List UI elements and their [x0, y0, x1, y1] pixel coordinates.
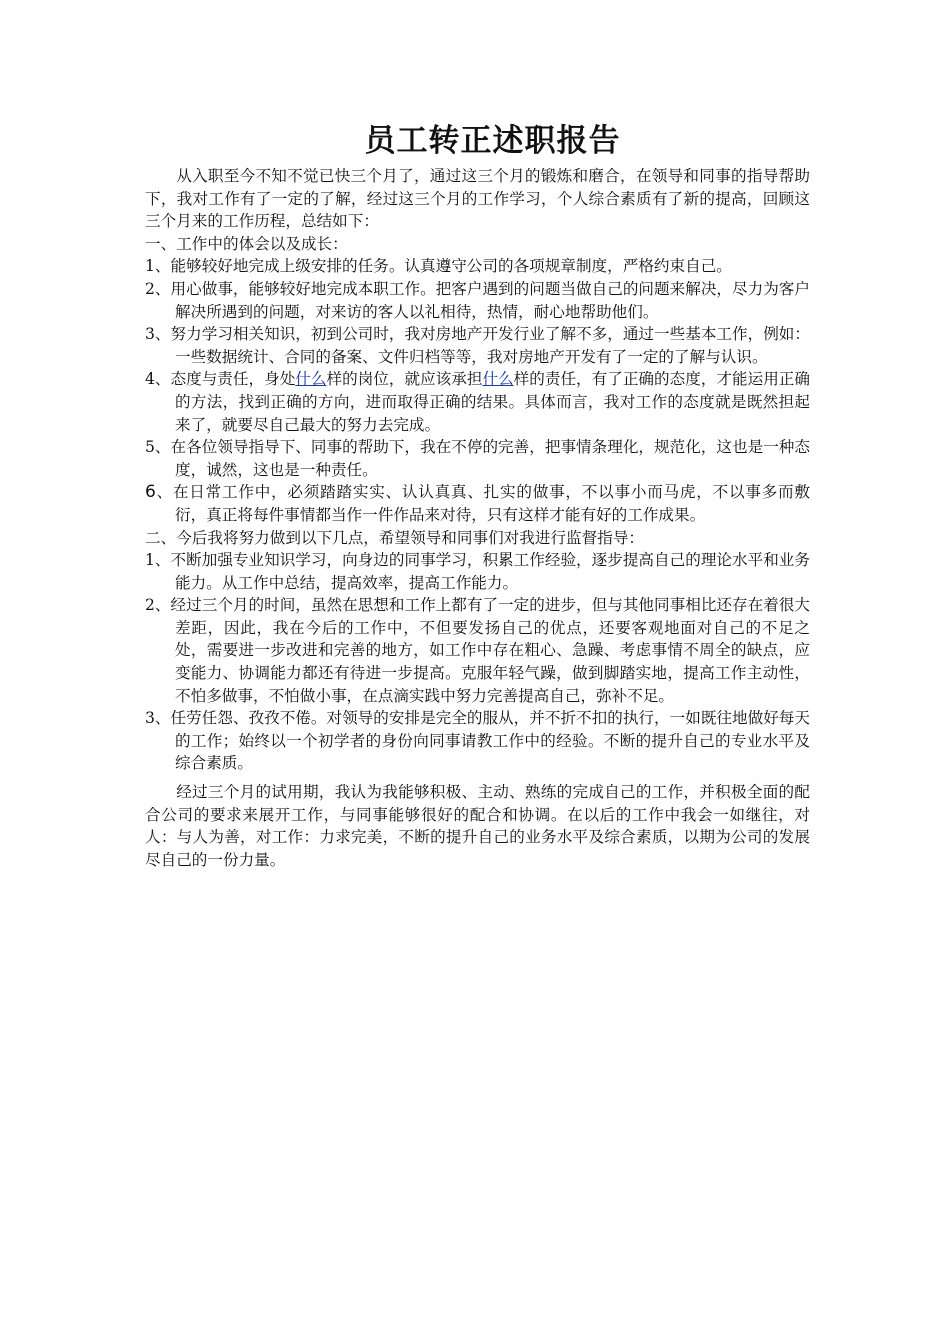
document-body	[145, 118, 810, 871]
section-1-item-2: 2、用心做事，能够较好地完成本职工作。把客户遇到的问题当做自己的问题来解决，尽力为客户解决所遇到的问题，对来访的客人以礼相待，热情，耐心地帮助他们。	[145, 279, 810, 321]
item-4-text-part-1: 4、态度与责任，身处	[145, 370, 296, 389]
hyperlink-shenme-1[interactable]: 什么	[295, 370, 327, 389]
item-6-text: 、在日常工作中，必须踏踏实实、认认真真、扎实的做事，不以事小而马虎，不以事多而敷衍，真正将每件事情都当作一件作品来对待，只有这样才能有好的工作成果。	[155, 483, 810, 524]
section-1-heading: 一、工作中的体会以及成长：	[145, 234, 348, 253]
section-1-item-3: 3、努力学习相关知识，初到公司时，我对房地产开发行业了解不多，通过一些基本工作，例如：一些数据统计、合同的备案、文件归档等等，我对房地产开发有了一定的了解与认识。	[145, 325, 810, 366]
section-2-item-1: 1、不断加强专业知识学习，向身边的同事学习，积累工作经验，逐步提高自己的理论水平和业务能力。从工作中总结，提高效率，提高工作能力。	[145, 551, 810, 592]
document-title: 员工转正述职报告	[364, 123, 621, 159]
section-1-item-5: 5、在各位领导指导下、同事的帮助下，我在不停的完善，把事情条理化，规范化，这也是一种态度，诚然，这也是一种责任。	[145, 438, 810, 479]
intro-paragraph: 从入职至今不知不觉已快三个月了，通过这三个月的锻炼和磨合，在领导和同事的指导帮助下，我对工作有了一定的了解，经过这三个月的工作学习，个人综合素质有了新的提高，回顾这三个月来的工作历程，总结如下：	[145, 167, 810, 231]
section-2-item-3: 3、任劳任怨、孜孜不倦。对领导的安排是完全的服从，并不折不扣的执行，一如既往地做好每天的工作；始终以一个初学者的身份向同事请教工作中的经验。不断的提升自己的专业水平及综合素质。	[145, 709, 810, 773]
section-2-item-2: 2、经过三个月的时间，虽然在思想和工作上都有了一定的进步，但与其他同事相比还存在着很大差距，因此，我在今后的工作中，不但要发扬自己的优点，还要客观地面对自己的不足之处，需要进一步改进和完善的地方，如工作中存在粗心、急躁、考虑事情不周全的缺点，应变能力、协调能力都还有待进一步提高。克服年轻气躁，做到脚踏实地，提高工作主动性，不怕多做事，不怕做小事，在点滴实践中努力完善提高自己，弥补不足。	[145, 596, 810, 705]
item-4-text-part-2: 样的岗位，就应该承担	[326, 370, 483, 389]
section-2-heading: 二、今后我将努力做到以下几点，希望领导和同事们对我进行监督指导：	[145, 528, 645, 547]
section-1-item-4	[145, 368, 810, 436]
item-4-text-part-3: 样的责任，有了正确的态度，才能运用正确的方法，找到正确的方向，进而取得正确的结果。具体而言，我对工作的态度就是既然担起来了，就要尽自己最大的努力去完成。	[175, 370, 810, 434]
closing-paragraph: 经过三个月的试用期，我认为我能够积极、主动、熟练的完成自己的工作，并积极全面的配合公司的要求来展开工作，与同事能够很好的配合和协调。在以后的工作中我会一如继往，对人：与人为善，对工作：力求完美，不断的提升自己的业务水平及综合素质，以期为公司的发展尽自己的一份力量。	[145, 783, 810, 869]
section-1-item-1: 1、能够较好地完成上级安排的任务。认真遵守公司的各项规章制度，严格约束自己。	[145, 257, 732, 276]
hyperlink-shenme-2[interactable]: 什么	[482, 370, 514, 389]
item-6-number: 6	[145, 482, 156, 503]
section-1-item-6	[145, 481, 810, 526]
